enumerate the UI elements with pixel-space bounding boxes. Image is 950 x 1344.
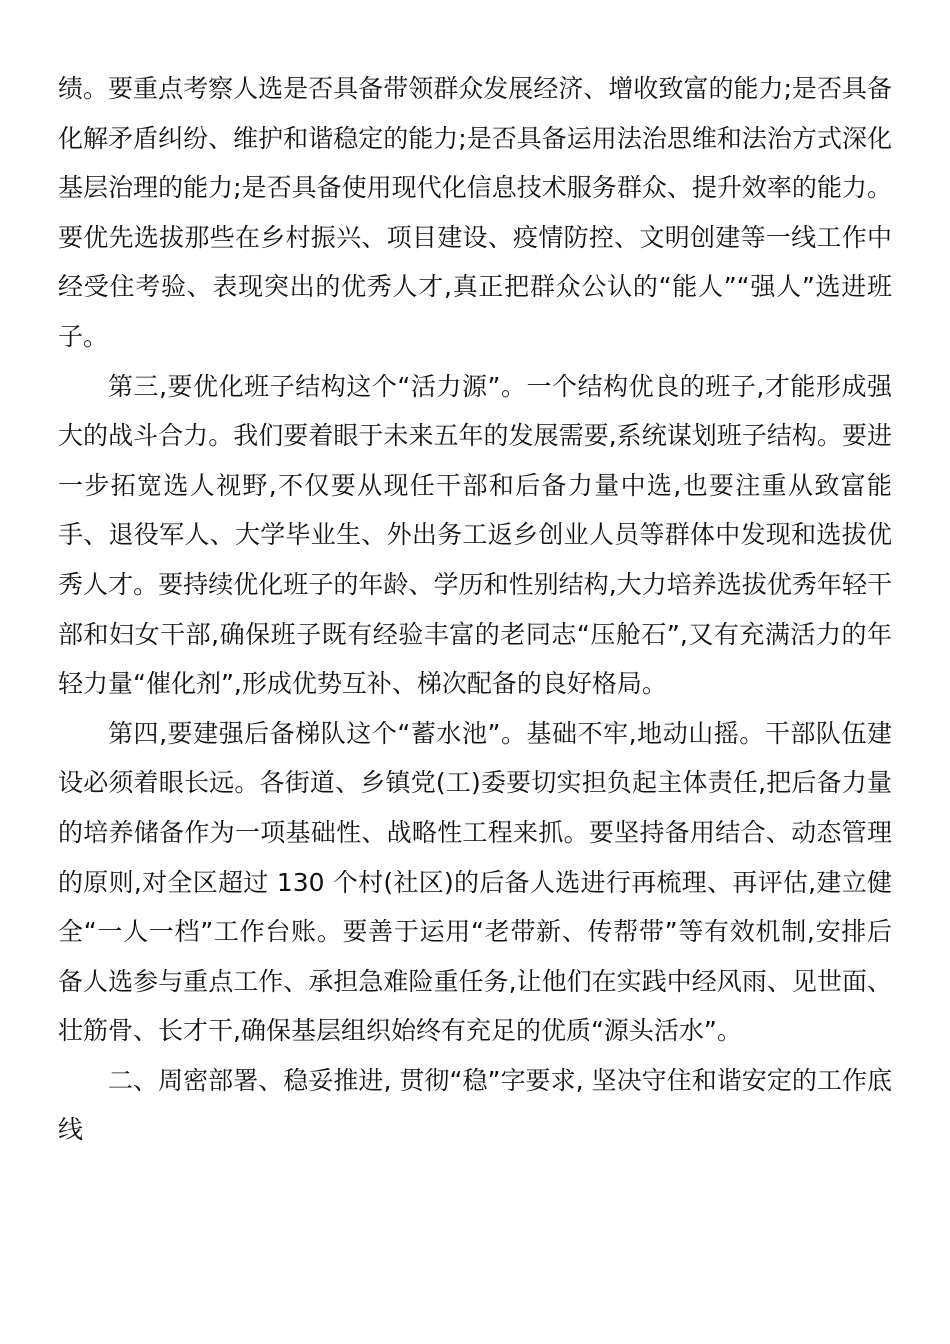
paragraph-third-point: 第三,要优化班子结构这个“活力源”。一个结构优良的班子,才能形成强大的战斗合力。我们要着眼于未来五年的发展需要,系统谋划班子结构。要进一步拓宽选人视野,不仅要从现任干部和后备力量中选,也要注重从致富能手、退役军人、大学毕业生、外出务工返乡创业人员等群体中发现和选拔优秀人才。要持续优化班子的年龄、学历和性别结构,大力培养选拔优秀年轻干部和妇女干部,确保班子既有经验丰富的老同志“压舱石”,又有充满活力的年轻力量“催化剂”,形成优势互补、梯次配备的良好格局。 [58, 371, 892, 699]
document-body [58, 64, 892, 1155]
paragraph-fourth-point: 第四,要建强后备梯队这个“蓄水池”。基础不牢,地动山摇。干部队伍建设必须着眼长远。各街道、乡镇党(工)委要切实担负起主体责任,把后备力量的培养储备作为一项基础性、战略性工程来抓。要坚持备用结合、动态管理的原则,对全区超过 130 个村(社区)的后备人选进行再梳理、再评估,建立健全“一人一档”工作台账。要善于运用“老带新、传帮带”等有效机制,安排后备人选参与重点工作、承担急难险重任务,让他们在实践中经风雨、见世面、壮筋骨、长才干,确保基层组织始终有充足的优质“源头活水”。 [58, 718, 892, 1046]
paragraph-continued: 绩。要重点考察人选是否具备带领群众发展经济、增收致富的能力;是否具备化解矛盾纠纷、维护和谐稳定的能力;是否具备运用法治思维和法治方式深化基层治理的能力;是否具备使用现代化信息技术服务群众、提升效率的能力。要优先选拔那些在乡村振兴、项目建设、疫情防控、文明创建等一线工作中经受住考验、表现突出的优秀人才,真正把群众公认的“能人”“强人”选进班子。 [58, 74, 892, 351]
section-heading: 二、周密部署、稳妥推进, 贯彻“稳”字要求, 坚决守住和谐安定的工作底线 [58, 1065, 892, 1145]
